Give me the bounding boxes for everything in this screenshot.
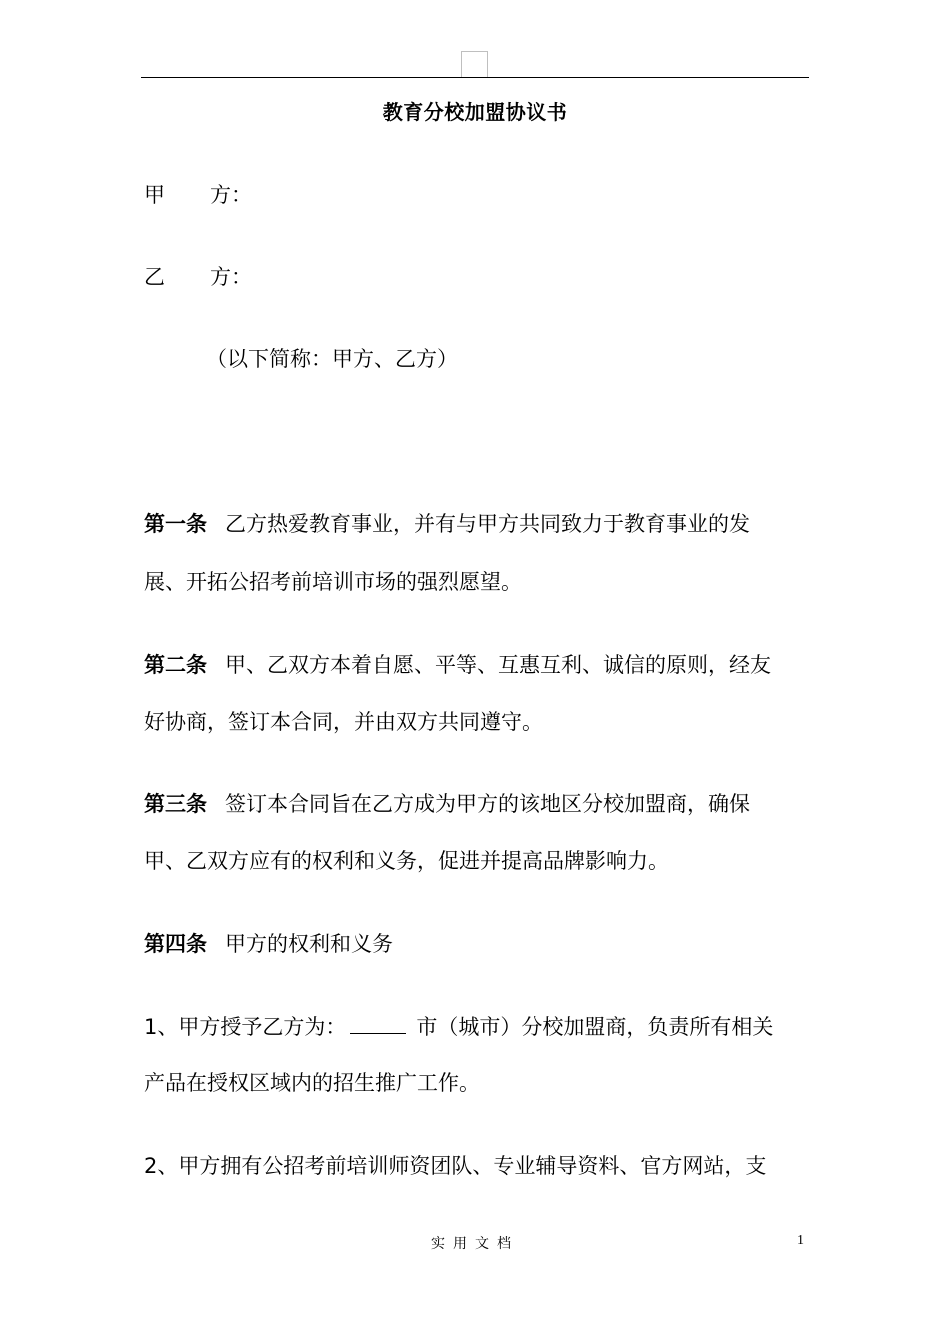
article-2-line-2: 好协商，签订本合同，并由双方共同遵守。 — [144, 710, 543, 734]
article-2-text: 甲、乙双方本着自愿、平等、互惠互利、诚信的原则，经友 — [225, 653, 771, 677]
clause-2-line-1: 2、甲方拥有公招考前培训师资团队、专业辅导资料、官方网站，支 — [144, 1154, 767, 1178]
clause-1-after-blank: 市（城市）分校加盟商，负责所有相关 — [416, 1015, 774, 1039]
article-3-number: 第三条 — [144, 792, 207, 816]
article-2-number: 第二条 — [144, 653, 207, 677]
article-1-text: 乙方热爱教育事业，并有与甲方共同致力于教育事业的发 — [225, 512, 750, 536]
party-a-suffix: 方： — [210, 183, 252, 207]
article-2-line-1 — [144, 650, 771, 680]
clause-1-line-2: 产品在授权区域内的招生推广工作。 — [144, 1071, 480, 1095]
clause-1-line-1 — [144, 1011, 773, 1042]
article-1-line-1 — [144, 509, 750, 539]
article-4-line-1 — [144, 929, 393, 959]
header-rule — [141, 77, 809, 78]
page-number: 1 — [797, 1233, 804, 1248]
abbrev-note: （以下简称：甲方、乙方） — [206, 347, 458, 371]
party-b-line — [144, 262, 252, 292]
party-b-label: 乙 — [144, 265, 165, 289]
article-4-number: 第四条 — [144, 932, 207, 956]
document-title: 教育分校加盟协议书 — [382, 100, 568, 124]
footer-label: 实用文档 — [431, 1236, 519, 1252]
article-3-text: 签订本合同旨在乙方成为甲方的该地区分校加盟商，确保 — [225, 792, 750, 816]
party-b-suffix: 方： — [210, 265, 252, 289]
party-a-line — [144, 180, 252, 210]
header-box — [461, 51, 488, 77]
article-3-line-2: 甲、乙双方应有的权利和义务，促进并提高品牌影响力。 — [144, 849, 669, 873]
article-4-text: 甲方的权利和义务 — [225, 932, 393, 956]
party-a-label: 甲 — [144, 183, 165, 207]
clause-1-before-blank: 1、甲方授予乙方为： — [144, 1015, 347, 1039]
article-1-number: 第一条 — [144, 512, 207, 536]
city-blank — [350, 1011, 406, 1034]
article-1-line-2: 展、开拓公招考前培训市场的强烈愿望。 — [144, 570, 522, 594]
article-3-line-1 — [144, 789, 750, 819]
